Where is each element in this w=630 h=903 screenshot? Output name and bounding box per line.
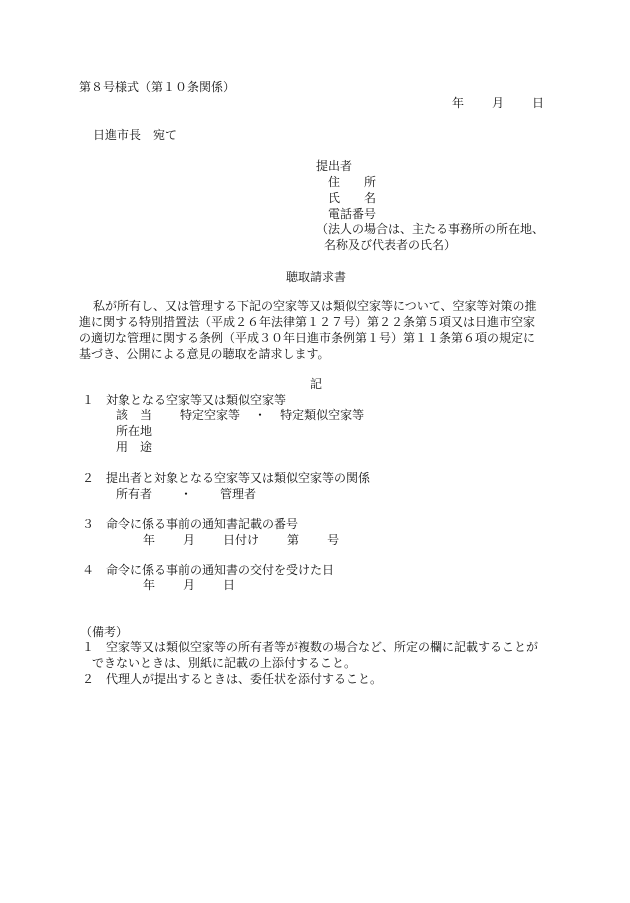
item3-heading	[82, 516, 298, 532]
body-line-2: 進に関する特別措置法（平成２６年法律第１２７号）第２２条第５項又は日進市空家	[79, 315, 536, 329]
date-day-label: 日	[532, 96, 545, 110]
corporate-note-line2: 名称及び代表者の氏名）	[324, 238, 457, 252]
option-owner: 所有者	[116, 487, 153, 501]
item4-number: ４	[82, 563, 95, 577]
item4-received-date-row	[143, 577, 235, 593]
item3-dated-label: 日付け	[223, 533, 260, 547]
ki-mark: 記	[310, 377, 323, 391]
item1-title: 対象となる空家等又は類似空家等	[106, 393, 287, 407]
location-label: 所在地	[116, 424, 153, 438]
submitter-heading: 提出者	[316, 159, 353, 173]
remark2-text: 代理人が提出するときは、委任状を添付すること。	[106, 672, 383, 686]
item2-title: 提出者と対象となる空家等又は類似空家等の関係	[106, 471, 371, 485]
item3-year-label: 年	[143, 533, 156, 547]
item1-heading	[82, 392, 286, 408]
option-specified-similar-vacant-house: 特定類似空家等	[280, 408, 365, 422]
address-label: 住 所	[328, 175, 377, 189]
item4-year-label: 年	[143, 578, 156, 592]
name-label: 氏 名	[328, 191, 377, 205]
applicable-label: 該 当	[116, 408, 153, 422]
item4-title: 命令に係る事前の通知書の交付を受けた日	[106, 563, 335, 577]
option-separator: ・	[254, 408, 267, 422]
item4-day-label: 日	[223, 578, 236, 592]
item3-dai-label: 第	[287, 533, 300, 547]
item3-notice-number-row	[143, 532, 339, 548]
item3-number: ３	[82, 517, 95, 531]
remark2	[82, 671, 382, 687]
submission-date	[452, 95, 544, 111]
remark1-line1	[82, 639, 538, 655]
addressee: 日進市長 宛て	[93, 128, 178, 142]
remark1-number: １	[82, 640, 95, 654]
date-month-label: 月	[492, 96, 505, 110]
remark1-line2: できないときは、別紙に記載の上添付すること。	[92, 656, 357, 670]
phone-label: 電話番号	[328, 207, 377, 221]
item1-number: １	[82, 393, 95, 407]
remarks-heading: （備考）	[80, 625, 129, 639]
form-number: 第８号様式（第１０条関係）	[79, 80, 236, 94]
date-year-label: 年	[452, 96, 465, 110]
body-line-4: 基づき、公開による意見の聴取を請求します。	[79, 347, 330, 361]
item4-month-label: 月	[183, 578, 196, 592]
item4-heading	[82, 562, 334, 578]
use-label: 用 途	[116, 440, 153, 454]
item2-number: ２	[82, 471, 95, 485]
corporate-note-line1: （法人の場合は、主たる事務所の所在地、	[316, 222, 545, 236]
remark2-number: ２	[82, 672, 95, 686]
option-specified-vacant-house: 特定空家等	[180, 408, 241, 422]
item3-go-label: 号	[327, 533, 340, 547]
item2-relation-row	[116, 486, 256, 502]
body-line-3: の適切な管理に関する条例（平成３０年日進市条例第１号）第１１条第６項の規定に	[79, 331, 536, 345]
document-title: 聴取請求書	[286, 270, 347, 284]
option-separator: ・	[180, 487, 193, 501]
item2-heading	[82, 470, 370, 486]
item3-title: 命令に係る事前の通知書記載の番号	[106, 517, 299, 531]
option-manager: 管理者	[220, 487, 257, 501]
item3-month-label: 月	[183, 533, 196, 547]
item1-applicable-row	[116, 407, 364, 423]
body-line-1: 私が所有し、又は管理する下記の空家等又は類似空家等について、空家等対策の推	[93, 299, 537, 313]
remark1-text: 空家等又は類似空家等の所有者等が複数の場合など、所定の欄に記載することが	[106, 640, 539, 654]
